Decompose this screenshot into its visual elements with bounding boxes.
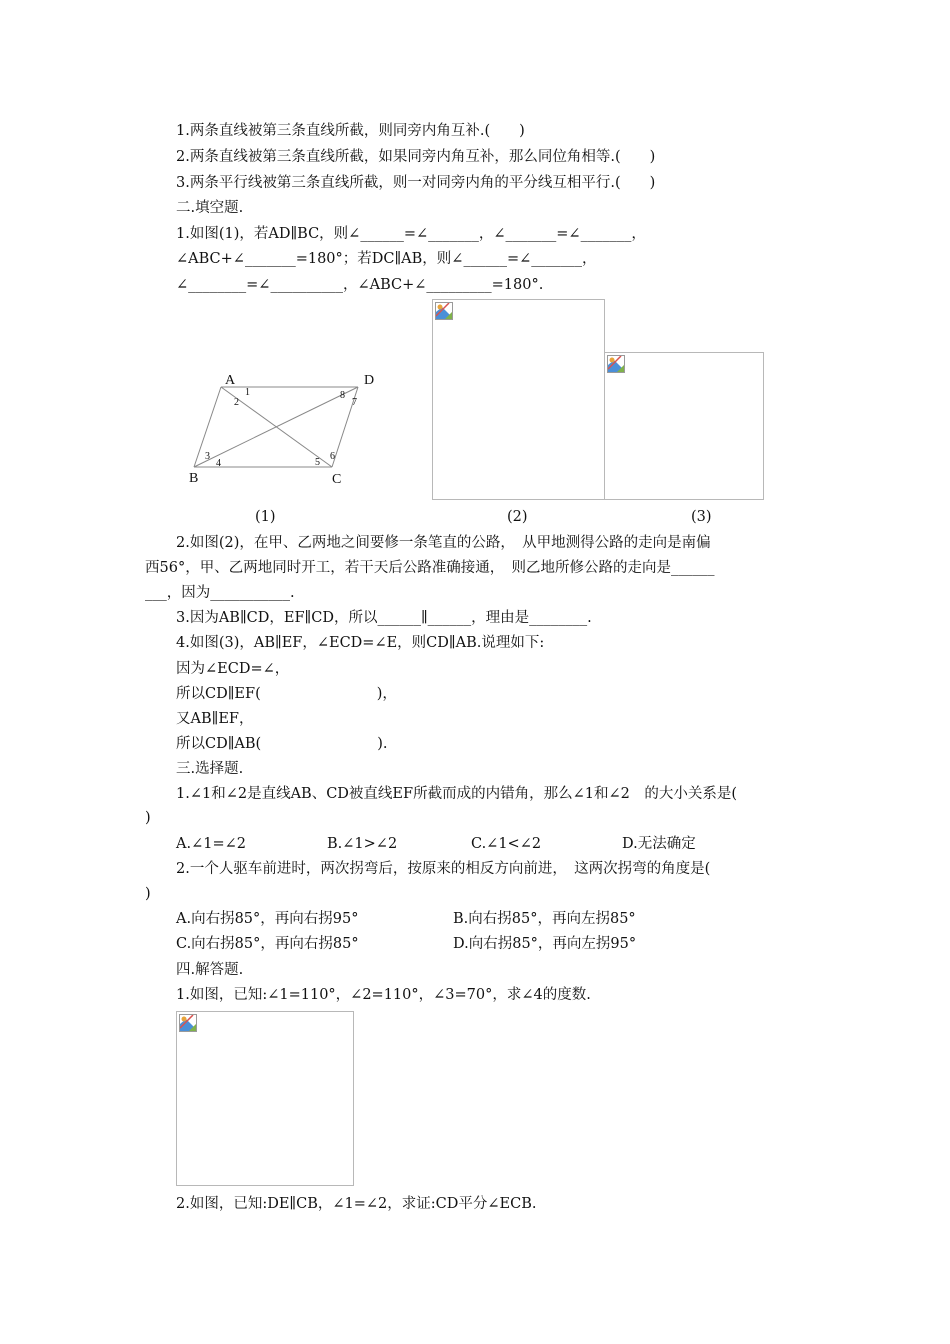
figure-3-placeholder	[604, 352, 764, 500]
choice-2-option-b: B.向右拐85°，再向左拐85°	[453, 911, 636, 927]
fill-item-2-line-2: 西56°，甲、乙两地同时开工，若干天后公路准确接通， 则乙地所修公路的走向是______	[145, 560, 715, 576]
judge-item-3: 3.两条平行线被第三条直线所截，则一对同旁内角的平分线互相平行.( )	[176, 175, 656, 191]
choice-item-2-stem: 2.一个人驱车前进时，两次拐弯后，按原来的相反方向前进， 这两次拐弯的角度是(	[176, 861, 711, 877]
fill-item-4-line-2: 因为∠ECD=∠，	[176, 661, 290, 677]
angle-label-1: 1	[245, 387, 250, 398]
broken-image-icon	[607, 355, 625, 373]
choice-1-option-b: B.∠1>∠2	[327, 836, 398, 852]
choice-item-1-stem-end: )	[145, 810, 151, 826]
fill-item-4-line-3: 所以CD∥EF( )，	[176, 686, 397, 702]
figure-2-placeholder	[432, 299, 605, 500]
choice-1-option-c: C.∠1<∠2	[471, 836, 542, 852]
choice-2-option-c: C.向右拐85°，再向右拐85°	[176, 936, 359, 952]
section-heading-choice: 三.选择题.	[176, 761, 244, 777]
choice-item-2-stem-end: )	[145, 886, 151, 902]
fill-item-1-line-2: ∠ABC+∠_______=180°；若DC∥AB，则∠______=∠_______，	[176, 251, 597, 267]
solve-figure-1-placeholder	[176, 1011, 354, 1186]
figure-caption-2: (2)	[507, 509, 528, 525]
angle-label-4: 4	[216, 458, 221, 469]
judge-item-2: 2.两条直线被第三条直线所截，如果同旁内角互补，那么同位角相等.( )	[176, 149, 656, 165]
solve-item-1: 1.如图，已知:∠1=110°，∠2=110°，∠3=70°，求∠4的度数.	[176, 987, 591, 1003]
fill-item-4-line-4: 又AB∥EF，	[176, 711, 254, 727]
choice-1-option-d: D.无法确定	[622, 836, 696, 852]
broken-image-icon	[435, 302, 453, 320]
vertex-label-a: A	[225, 373, 236, 388]
choice-2-option-a: A.向右拐85°，再向右拐95°	[176, 911, 359, 927]
figure-caption-3: (3)	[691, 509, 712, 525]
fill-item-1-line-3: ∠________=∠__________，∠ABC+∠_________=180°.	[176, 277, 544, 293]
fill-item-2-line-1: 2.如图(2)，在甲、乙两地之间要修一条笔直的公路， 从甲地测得公路的走向是南偏	[176, 535, 711, 551]
fill-item-3: 3.因为AB∥CD，EF∥CD，所以______∥______，理由是________.	[176, 610, 592, 626]
section-heading-fill: 二.填空题.	[176, 200, 244, 216]
angle-label-3: 3	[205, 451, 210, 462]
angle-label-8: 8	[340, 390, 345, 401]
fill-item-4-line-1: 4.如图(3)，AB∥EF，∠ECD=∠E，则CD∥AB.说理如下:	[176, 635, 545, 651]
fill-item-2-line-3: ___，因为___________.	[145, 585, 295, 601]
vertex-label-d: D	[364, 373, 375, 388]
figure-1-parallelogram	[180, 365, 390, 490]
angle-label-5: 5	[315, 457, 320, 468]
angle-label-6: 6	[330, 451, 335, 462]
choice-item-1-stem: 1.∠1和∠2是直线AB、CD被直线EF所截而成的内错角，那么∠1和∠2 的大小关系是(	[176, 786, 737, 802]
fill-item-1-line-1: 1.如图(1)，若AD∥BC，则∠______=∠_______，∠_______=∠_______，	[176, 226, 646, 242]
fill-item-4-line-5: 所以CD∥AB( ).	[176, 736, 388, 752]
angle-label-7: 7	[352, 397, 357, 408]
vertex-label-b: B	[189, 471, 199, 486]
broken-image-icon	[179, 1014, 197, 1032]
judge-item-1: 1.两条直线被第三条直线所截，则同旁内角互补.( )	[176, 123, 525, 139]
section-heading-solve: 四.解答题.	[176, 962, 244, 978]
choice-2-option-d: D.向右拐85°，再向左拐95°	[453, 936, 637, 952]
solve-item-2: 2.如图，已知:DE∥CB，∠1=∠2，求证:CD平分∠ECB.	[176, 1196, 537, 1212]
choice-1-option-a: A.∠1=∠2	[176, 836, 246, 852]
angle-label-2: 2	[234, 397, 239, 408]
figure-caption-1: (1)	[255, 509, 276, 525]
vertex-label-c: C	[332, 472, 342, 487]
